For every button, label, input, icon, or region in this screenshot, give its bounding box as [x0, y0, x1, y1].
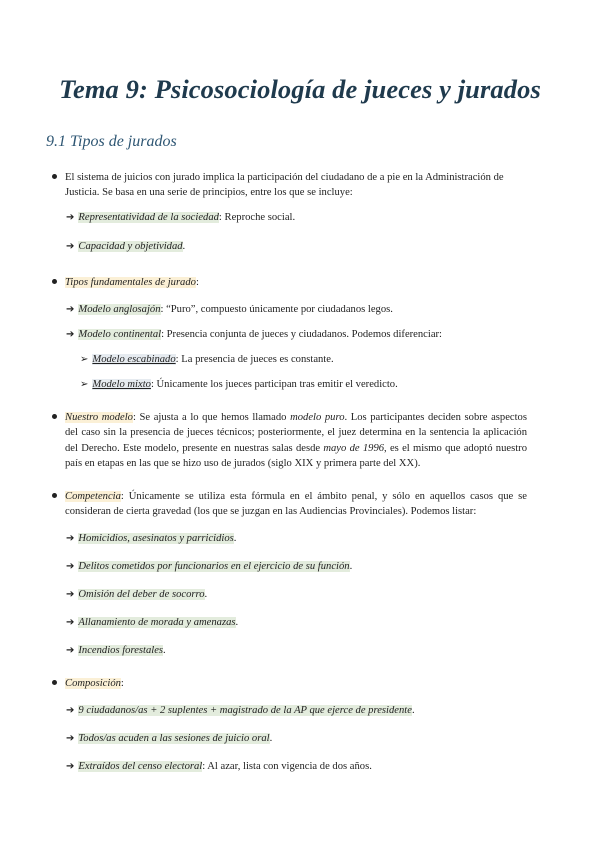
- item-term: Todos/as acuden a las sesiones de juicio oral: [78, 733, 270, 744]
- bullet-rest: :: [120, 678, 124, 689]
- item-term: Modelo escabinado: [92, 354, 176, 365]
- bullet-text: : Se ajusta a lo que hemos llamado: [132, 412, 291, 423]
- bullet-dot-icon: [52, 279, 57, 284]
- item-rest: : Al azar, lista con vigencia de dos años.: [202, 761, 372, 772]
- item-rest: .: [411, 705, 415, 716]
- bullet-term: Tipos fundamentales de jurado: [65, 277, 196, 288]
- item-term: Homicidios, asesinatos y parricidios: [78, 533, 234, 544]
- item-term: Incendios forestales: [78, 645, 164, 656]
- item-rest: : Presencia conjunta de jueces y ciudadanos. Podemos diferenciar:: [161, 329, 442, 340]
- section-heading: 9.1 Tipos de jurados: [46, 133, 177, 150]
- item-term: Modelo anglosajón: [78, 304, 161, 315]
- item-rest: .: [204, 589, 208, 600]
- item-term: Allanamiento de morada y amenazas: [78, 617, 236, 628]
- bullet-text: . Los participantes deciden sobre aspectos del caso sin la presencia de jueces técnicos; posteriormente, el juez determina en la sentencia la aplicación del Derecho. Este modelo, presente en nuestras salas desde: [65, 412, 527, 454]
- bullet-dot-icon: [52, 493, 57, 498]
- item-term: Extraídos del censo electoral: [78, 761, 203, 772]
- page-title: Tema 9: Psicosociología de jueces y jurados: [59, 74, 541, 104]
- item-rest: : Reproche social.: [218, 212, 296, 223]
- item-term: Omisión del deber de socorro: [78, 589, 205, 600]
- item-rest: .: [349, 561, 353, 572]
- arrow-right-icon: ➔: [66, 329, 75, 340]
- item-term: Delitos cometidos por funcionarios en el ejercicio de su función: [78, 561, 350, 572]
- bullet-text: El sistema de juicios con jurado implica la participación del ciudadano de a pie en la Administración de Justicia. Se basa en una serie de principios, entre los que se incluye:: [65, 172, 504, 199]
- item-rest: : Únicamente los jueces participan tras emitir el veredicto.: [150, 379, 398, 390]
- arrow-right-icon: ➔: [66, 533, 75, 544]
- item-rest: .: [269, 733, 273, 744]
- item-rest: : “Puro”, compuesto únicamente por ciudadanos legos.: [160, 304, 393, 315]
- arrow-right-icon: ➔: [66, 733, 75, 744]
- sub-arrow-icon: ➢: [80, 379, 89, 390]
- item-term: Modelo continental: [78, 329, 162, 340]
- item-rest: .: [163, 645, 166, 656]
- bullet-dot-icon: [52, 174, 57, 179]
- arrow-right-icon: ➔: [66, 645, 75, 656]
- item-term: 9 ciudadanos/as + 2 suplentes + magistrado de la AP que ejerce de presidente: [78, 705, 412, 716]
- arrow-right-icon: ➔: [66, 561, 75, 572]
- bullet-emphasis: modelo puro: [290, 412, 345, 423]
- arrow-right-icon: ➔: [66, 761, 75, 772]
- item-rest: : La presencia de jueces es constante.: [175, 354, 334, 365]
- sub-arrow-icon: ➢: [80, 354, 89, 365]
- item-term: Representatividad de la sociedad: [78, 212, 219, 223]
- arrow-right-icon: ➔: [66, 617, 75, 628]
- arrow-right-icon: ➔: [66, 304, 75, 315]
- arrow-right-icon: ➔: [66, 212, 75, 223]
- item-term: Modelo mixto: [92, 379, 151, 390]
- arrow-right-icon: ➔: [66, 241, 75, 252]
- bullet-dot-icon: [52, 680, 57, 685]
- arrow-right-icon: ➔: [66, 705, 75, 716]
- item-rest: .: [235, 617, 239, 628]
- arrow-right-icon: ➔: [66, 589, 75, 600]
- item-rest: .: [233, 533, 237, 544]
- bullet-term: Composición: [65, 678, 121, 689]
- bullet-term: Nuestro modelo: [65, 412, 133, 423]
- bullet-term: Competencia: [65, 491, 121, 502]
- item-term: Capacidad y objetividad: [78, 241, 183, 252]
- item-rest: .: [182, 241, 186, 252]
- bullet-rest: :: [195, 277, 199, 288]
- bullet-emphasis: mayo de 1996: [323, 442, 385, 454]
- bullet-rest: : Únicamente se utiliza esta fórmula en el ámbito penal, y sólo en aquellos casos que se consideran de cierta gravedad (los que se juzgan en las Audiencias Provinciales). Podemos listar:: [65, 491, 527, 518]
- bullet-dot-icon: [52, 414, 57, 419]
- bullet-text: , es el mismo que adoptó nuestro país en etapas en las que se hizo uso de jurados (siglo XIX y primera parte del XX).: [65, 442, 527, 470]
